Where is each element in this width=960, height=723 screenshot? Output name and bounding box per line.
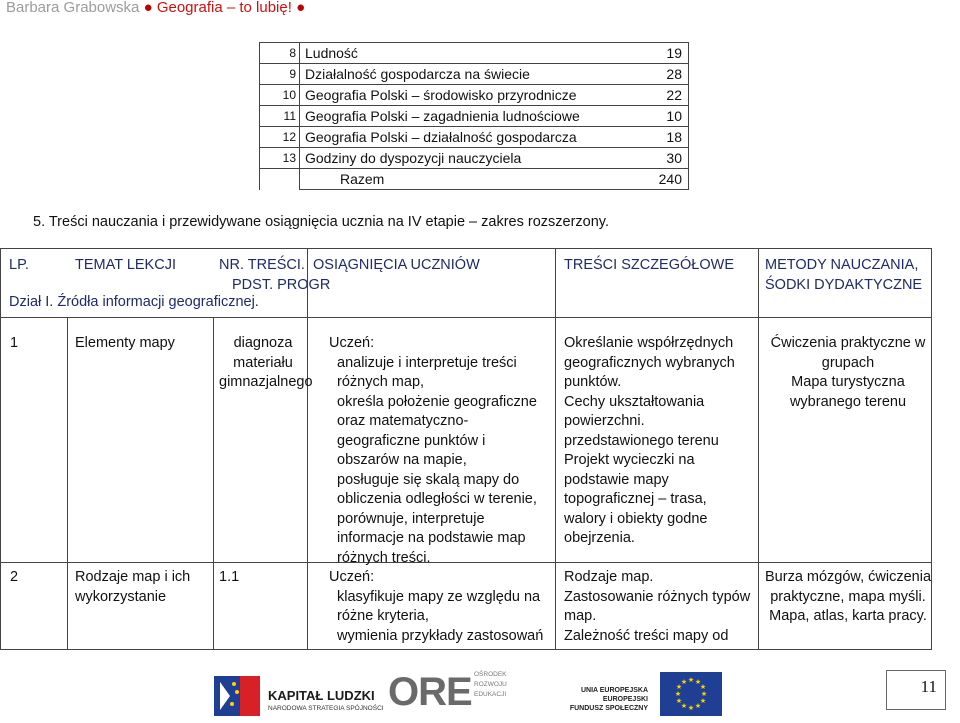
cell-line: Zastosowanie różnych typów xyxy=(564,588,751,605)
svg-text:★: ★ xyxy=(699,683,707,691)
cell-line: Zależność treści mapy od xyxy=(564,627,729,644)
hours-count: 19 xyxy=(628,43,689,64)
hours-count: 10 xyxy=(628,106,689,127)
ore-subtitle xyxy=(474,670,507,700)
cell-line: wymienia przykłady zastosowań xyxy=(337,627,544,644)
cell-line: geograficznych wybranych xyxy=(564,354,735,371)
table-border xyxy=(1,317,931,318)
cell-line: Mapa, atlas, karta pracy. xyxy=(769,608,927,624)
cell-line: powierzchni. xyxy=(564,413,645,429)
cell-line: diagnoza xyxy=(233,335,293,351)
cell-line: Uczeń: xyxy=(329,335,375,351)
row-number: 8 xyxy=(260,43,300,64)
ore-line-2: ROZWOJU xyxy=(474,681,507,688)
cell-line: Rodzaje map i ich xyxy=(75,569,191,585)
cell-line: 1.1 xyxy=(219,569,240,585)
cell-line: porównuje, interpretuje xyxy=(337,510,485,527)
cell-line: wykorzystanie xyxy=(75,588,167,605)
cell-line: obszarów na mapie, xyxy=(337,452,467,468)
row2-lp: 2 xyxy=(10,569,19,585)
cell-line: materiału xyxy=(233,354,293,371)
row1-topic: Elementy mapy xyxy=(75,335,175,351)
row1-nr xyxy=(219,334,313,393)
document-header xyxy=(6,0,305,16)
cell-line: wybranego terenu xyxy=(789,393,907,410)
eu-line-2: EUROPEJSKI xyxy=(602,696,648,703)
eu-line-3: FUNDUSZ SPOŁECZNY xyxy=(569,705,648,712)
ore-line-3: EDUKACJI xyxy=(474,691,507,698)
hours-table-row xyxy=(260,148,689,169)
cell-line: posługuje się skalą mapy do xyxy=(337,471,520,488)
cell-line: Określanie współrzędnych xyxy=(564,335,734,351)
cell-line: obejrzenia. xyxy=(564,530,635,546)
cell-line: punktów. xyxy=(564,374,622,390)
column-header-nr-line1: NR. TREŚCI. xyxy=(219,257,305,273)
header-subtitle: Geografia – to lubię! xyxy=(156,0,292,16)
bullet-icon: ● xyxy=(296,0,306,16)
kapital-ludzki-subtitle: NARODOWA STRATEGIA SPÓJNOŚCI xyxy=(268,705,384,712)
svg-text:★: ★ xyxy=(680,702,688,710)
column-header-lp: LP. xyxy=(9,257,29,273)
cell-line: klasyfikuje mapy ze względu na xyxy=(337,588,541,605)
hours-count: 22 xyxy=(628,85,689,106)
svg-text:★: ★ xyxy=(694,702,702,710)
column-header-methods xyxy=(765,256,922,295)
subject-title: Geografia Polski – środowisko przyrodnicze xyxy=(300,85,629,106)
column-header-methods-line1: METODY NAUCZANIA, xyxy=(765,257,919,273)
cell-line: gimnazjalnego xyxy=(219,374,313,390)
eu-flag-icon xyxy=(660,672,722,716)
eu-line-1: UNIA EUROPEJSKA xyxy=(580,687,648,694)
curriculum-table xyxy=(0,248,932,650)
hours-table-row xyxy=(260,64,689,85)
svg-text:★: ★ xyxy=(699,697,707,705)
svg-text:★: ★ xyxy=(687,676,695,684)
cell-line: Mapa turystyczna xyxy=(791,374,905,390)
cell-line: map. xyxy=(564,608,597,624)
cell-line: Burza mózgów, ćwiczenia xyxy=(765,569,932,585)
svg-text:★: ★ xyxy=(674,690,682,698)
subject-title: Geografia Polski – działalność gospodarcza xyxy=(300,127,629,148)
section-title: 5. Treści nauczania i przewidywane osiągnięcia ucznia na IV etapie – zakres rozszerzony. xyxy=(33,214,609,230)
row-number xyxy=(260,169,300,190)
column-header-achievements: OSIĄGNIĘCIA UCZNIÓW xyxy=(313,257,480,273)
column-header-methods-line2: ŚODKI DYDAKTYCZNE xyxy=(765,276,923,293)
cell-line: praktyczne, mapa myśli. xyxy=(770,588,926,605)
row1-methods xyxy=(765,334,931,412)
hours-table xyxy=(259,42,689,190)
column-header-nr-line2: PDST. PROGR xyxy=(232,276,331,293)
subject-title: Geografia Polski – zagadnienia ludnościowe xyxy=(300,106,629,127)
cell-line: Uczeń: xyxy=(329,569,375,585)
row2-methods xyxy=(765,568,931,627)
row1-lp: 1 xyxy=(10,335,19,351)
hours-table-row xyxy=(260,43,689,64)
cell-line: przedstawionego terenu xyxy=(564,432,719,449)
cell-line: różnych map, xyxy=(337,374,425,390)
svg-text:★: ★ xyxy=(700,690,708,698)
cell-line: obliczenia odległości w terenie, xyxy=(337,491,537,507)
row2-achievements xyxy=(329,568,544,646)
cell-line: grupach xyxy=(821,354,875,371)
kapital-ludzki-emblem-icon xyxy=(212,674,262,718)
row2-content xyxy=(564,568,750,646)
ore-logo: ORE xyxy=(388,670,472,714)
subject-title: Godziny do dyspozycji nauczyciela xyxy=(300,148,629,169)
total-hours: 240 xyxy=(628,169,689,190)
row-number: 9 xyxy=(260,64,300,85)
column-header-content: TREŚCI SZCZEGÓŁOWE xyxy=(564,257,734,273)
row1-achievements xyxy=(329,334,537,568)
subject-title: Działalność gospodarcza na świecie xyxy=(300,64,629,85)
row1-content xyxy=(564,334,735,549)
cell-line: Cechy ukształtowania xyxy=(564,393,705,410)
hours-table-row xyxy=(260,127,689,148)
cell-line: Projekt wycieczki na xyxy=(564,452,695,468)
cell-line: Rodzaje map. xyxy=(564,569,654,585)
svg-text:★: ★ xyxy=(687,704,695,712)
column-divider xyxy=(67,317,68,649)
subject-title: Ludność xyxy=(300,43,629,64)
cell-line: różnych treści. xyxy=(337,549,431,566)
column-header-topic: TEMAT LEKCJI xyxy=(75,257,176,273)
row-number: 10 xyxy=(260,85,300,106)
cell-line: topograficznej – trasa, xyxy=(564,491,707,507)
row2-topic xyxy=(75,568,190,607)
table-border xyxy=(1,248,931,249)
cell-line: różne kryteria, xyxy=(337,608,429,624)
page-number: 11 xyxy=(886,670,946,710)
hours-table-row xyxy=(260,85,689,106)
row-number: 11 xyxy=(260,106,300,127)
hours-total-row xyxy=(260,169,689,190)
hours-count: 18 xyxy=(628,127,689,148)
cell-line: określa położenie geograficzne xyxy=(337,393,537,410)
cell-line: Ćwiczenia praktyczne w xyxy=(770,335,926,351)
column-divider xyxy=(213,317,214,649)
cell-line: informacje na podstawie map xyxy=(337,530,526,546)
column-divider xyxy=(307,248,308,649)
author-name: Barbara Grabowska xyxy=(6,0,140,16)
svg-text:★: ★ xyxy=(675,683,683,691)
ore-line-1: OŚRODEK xyxy=(474,671,507,678)
svg-text:★: ★ xyxy=(680,678,688,686)
kapital-ludzki-title: KAPITAŁ LUDZKI xyxy=(268,688,375,703)
svg-text:★: ★ xyxy=(694,678,702,686)
column-divider xyxy=(555,248,556,649)
hours-count: 28 xyxy=(628,64,689,85)
hours-count: 30 xyxy=(628,148,689,169)
cell-line: analizuje i interpretuje treści xyxy=(337,354,517,371)
section-row: Dział I. Źródła informacji geograficznej. xyxy=(9,294,259,310)
cell-line: walory i obiekty godne xyxy=(564,510,708,527)
row-number: 12 xyxy=(260,127,300,148)
eu-text xyxy=(568,686,648,713)
column-divider xyxy=(758,248,759,649)
footer-logos xyxy=(0,660,960,721)
cell-line: podstawie mapy xyxy=(564,471,669,488)
cell-line: geograficzne punktów i xyxy=(337,432,486,449)
hours-table-row xyxy=(260,106,689,127)
row2-nr xyxy=(219,568,239,588)
row-number: 13 xyxy=(260,148,300,169)
svg-text:★: ★ xyxy=(675,697,683,705)
bullet-icon: ● xyxy=(143,0,153,16)
cell-line: oraz matematyczno- xyxy=(337,413,469,429)
total-label: Razem xyxy=(300,169,629,190)
